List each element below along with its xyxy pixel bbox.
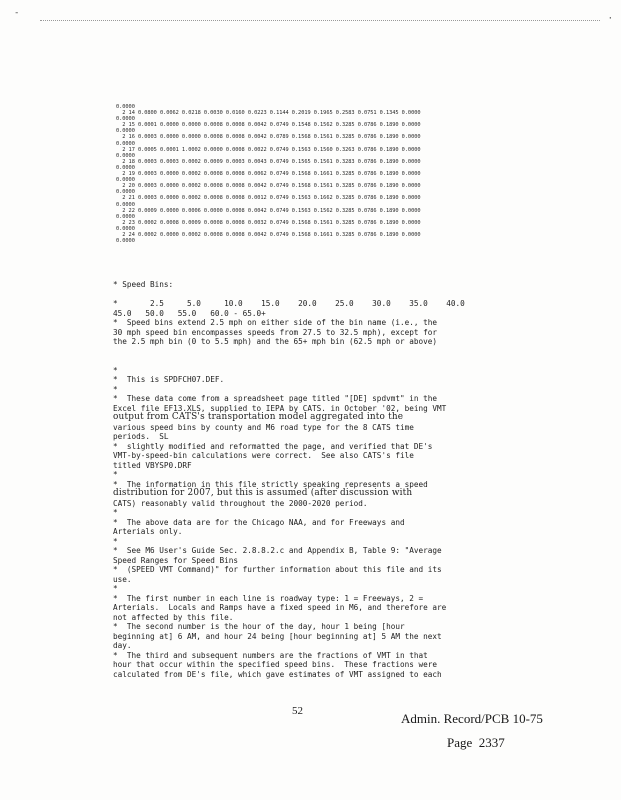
data-row: 2 18 0.0003 0.0003 0.0002 0.0009 0.0003 0.0043 0.0749 0.1565 0.1561 0.3283 0.0786 0.1890 0.0000 bbox=[116, 158, 421, 165]
text-line: * slightly modified and reformatted the page, and verified that DE's bbox=[113, 441, 433, 451]
text-line bbox=[113, 356, 493, 366]
text-line: * bbox=[113, 508, 118, 517]
data-row: 2 19 0.0003 0.0000 0.0002 0.0008 0.0008 0.0062 0.0749 0.1568 0.1661 0.3285 0.0786 0.1890 0.0000 bbox=[116, 171, 421, 178]
text-line: beginning at] 6 AM, and hour 24 being [hour beginning at] 5 AM the next bbox=[113, 631, 442, 641]
text-line: * bbox=[113, 470, 118, 479]
text-line: * Speed bins extend 2.5 mph on either side of the bin name (i.e., the bbox=[113, 318, 437, 327]
text-line bbox=[113, 290, 493, 300]
data-row: 2 24 0.0002 0.0000 0.0002 0.0008 0.0008 0.0042 0.0749 0.1568 0.1661 0.3285 0.0786 0.1890 0.0000 bbox=[116, 231, 421, 238]
text-line: * The third and subsequent numbers are the fractions of VMT in that bbox=[113, 650, 428, 660]
text-line: titled VBYSP0.DRF bbox=[113, 460, 192, 470]
data-row: 0.0000 bbox=[116, 152, 135, 159]
data-row: 0.0000 bbox=[116, 116, 135, 123]
text-line: various speed bins by county and M6 road type for the 8 CATS time bbox=[113, 422, 414, 432]
data-row: 0.0000 bbox=[116, 238, 135, 245]
text-line: * 2.5 5.0 10.0 15.0 20.0 25.0 30.0 35.0 40.0 bbox=[113, 299, 465, 308]
data-row: 0.0000 bbox=[116, 104, 135, 110]
text-line: * bbox=[113, 536, 118, 546]
text-line: CATS) reasonably valid throughout the 2000-2020 period. bbox=[113, 498, 368, 508]
text-line: day. bbox=[113, 641, 132, 650]
text-line: Excel file EF13.XLS, supplied to IEPA by CATS. in October '02, being VMT bbox=[113, 403, 447, 413]
text-line: VMT-by-speed-bin calculations were correct. See also CATS's file bbox=[113, 451, 414, 460]
text-line: * bbox=[113, 584, 118, 593]
data-row: 2 21 0.0003 0.0000 0.0002 0.0008 0.0008 0.0012 0.0749 0.1563 0.1662 0.3285 0.0786 0.1890 0.0000 bbox=[116, 195, 421, 202]
text-line: the 2.5 mph bin (0 to 5.5 mph) and the 65+ mph bin (62.5 mph or above) bbox=[113, 337, 437, 346]
text-line: * The information in this file strictly speaking represents a speed bbox=[113, 479, 428, 489]
text-line: output from CATS's transportation model aggregated into the bbox=[113, 412, 404, 422]
text-line: use. bbox=[113, 574, 132, 584]
text-line: not affected by this file. bbox=[113, 612, 234, 622]
scan-speck-top-right: · bbox=[607, 14, 613, 24]
text-line: distribution for 2007, but this is assumed (after discussion with bbox=[113, 488, 413, 498]
page-reference-stamp: Page 2337 bbox=[447, 735, 505, 750]
data-row: 0.0000 bbox=[116, 225, 135, 232]
data-row: 2 14 0.0800 0.0062 0.0218 0.0030 0.0160 0.0223 0.1144 0.2019 0.1965 0.2583 0.0751 0.1345 0.0000 bbox=[116, 110, 421, 117]
text-line: * Speed Bins: bbox=[113, 280, 174, 289]
data-row: 0.0000 bbox=[116, 128, 135, 135]
data-row: 0.0000 bbox=[116, 177, 135, 184]
page-number: 52 bbox=[292, 705, 303, 717]
data-row: 2 15 0.0001 0.0000 0.0000 0.0008 0.0008 0.0042 0.0749 0.1548 0.1562 0.3285 0.0786 0.1890 0.0000 bbox=[116, 122, 421, 129]
notes-text-block bbox=[113, 280, 493, 679]
data-row: 2 22 0.0009 0.0000 0.0006 0.0000 0.0008 0.0042 0.0749 0.1563 0.1562 0.3285 0.0786 0.1890 0.0000 bbox=[116, 207, 421, 214]
text-line: * (SPEED VMT Command)" for further information about this file and its bbox=[113, 565, 442, 574]
text-line: * bbox=[113, 384, 118, 394]
text-line bbox=[113, 347, 493, 357]
text-line: periods. SL bbox=[113, 432, 169, 441]
text-line: * The second number is the hour of the day, hour 1 being [hour bbox=[113, 622, 405, 631]
text-line: Arterials. Locals and Ramps have a fixed speed in M6, and therefore are bbox=[113, 603, 447, 612]
text-line: 45.0 50.0 55.0 60.0 - 65.0+ bbox=[113, 308, 266, 318]
admin-record-stamp: Admin. Record/PCB 10-75 bbox=[401, 711, 543, 726]
text-line: * See M6 User's Guide Sec. 2.8.8.2.c and Appendix B, Table 9: "Average bbox=[113, 546, 442, 555]
data-row: 0.0000 bbox=[116, 164, 135, 171]
text-line: * The first number in each line is roadway type: 1 = Freeways, 2 = bbox=[113, 593, 424, 603]
scan-edge-line bbox=[40, 20, 600, 21]
data-row: 2 17 0.0005 0.0001 1.0002 0.0000 0.0008 0.0022 0.0749 0.1563 0.1560 0.3263 0.0786 0.1890 0.0000 bbox=[116, 146, 421, 153]
text-line: * This is SPDFCH07.DEF. bbox=[113, 375, 225, 384]
data-row: 2 16 0.0003 0.0000 0.0000 0.0008 0.0008 0.0042 0.0789 0.1568 0.1561 0.3285 0.0786 0.1890 0.0000 bbox=[116, 134, 421, 141]
text-line: Speed Ranges for Speed Bins bbox=[113, 555, 238, 565]
scan-speck-top-left: - bbox=[14, 8, 20, 18]
data-row: 2 23 0.0002 0.0008 0.0009 0.0008 0.0008 0.0032 0.0749 0.1568 0.1561 0.3285 0.0786 0.1890 0.0000 bbox=[116, 219, 421, 226]
data-row: 0.0000 bbox=[116, 189, 135, 196]
text-line: 30 mph speed bin encompasses speeds from 27.5 to 32.5 mph), except for bbox=[113, 327, 437, 337]
speed-fraction-table bbox=[116, 104, 516, 244]
text-line: calculated from DE's file, which gave estimates of VMT assigned to each bbox=[113, 669, 442, 679]
text-line: * The above data are for the Chicago NAA, and for Freeways and bbox=[113, 517, 405, 527]
data-row: 0.0000 bbox=[116, 201, 135, 208]
text-line: hour that occur within the specified speed bins. These fractions were bbox=[113, 660, 437, 669]
text-line: * bbox=[113, 365, 118, 375]
text-line: * These data come from a spreadsheet page titled "[DE] spdvmt" in the bbox=[113, 394, 437, 403]
data-row: 0.0000 bbox=[116, 140, 135, 147]
data-row: 0.0000 bbox=[116, 213, 135, 220]
data-row: 2 20 0.0003 0.0000 0.0002 0.0008 0.0008 0.0042 0.0749 0.1568 0.1561 0.3285 0.0786 0.1890 0.0000 bbox=[116, 183, 421, 190]
text-line: Arterials only. bbox=[113, 527, 183, 536]
